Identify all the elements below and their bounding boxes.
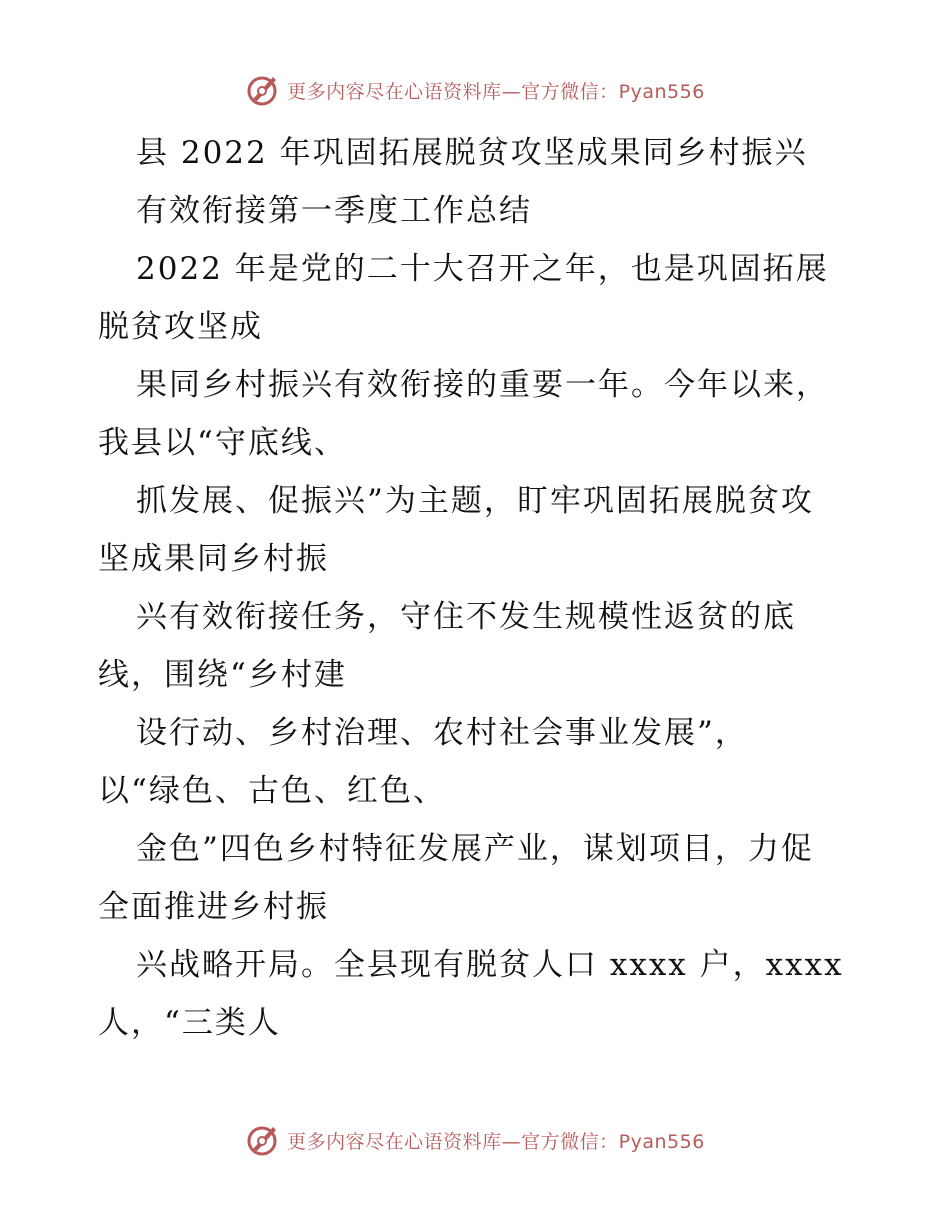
text-line: 2022 年是党的二十大召开之年，也是巩固拓展: [136, 251, 829, 287]
text-line: 金色”四色乡村特征发展产业，谋划项目，力促: [136, 831, 814, 867]
text-line: 人，“三类人: [98, 1005, 281, 1041]
footer-watermark: [0, 1120, 950, 1160]
text-line: 我县以“守底线、: [98, 425, 347, 461]
text-line: 兴有效衔接任务，守住不发生规模性返贫的底: [136, 599, 796, 635]
text-line: 设行动、乡村治理、农村社会事业发展”，: [136, 715, 748, 751]
text-line: 果同乡村振兴有效衔接的重要一年。今年以来，: [136, 367, 829, 403]
text-line: 脱贫攻坚成: [98, 309, 263, 345]
quill-logo-icon: [245, 1122, 281, 1158]
text-line: 有效衔接第一季度工作总结: [136, 193, 532, 229]
text-line: 以“绿色、古色、红色、: [98, 773, 446, 809]
header-watermark: [0, 70, 950, 110]
text-line: 县 2022 年巩固拓展脱贫攻坚成果同乡村振兴: [136, 135, 808, 171]
watermark-text: 更多内容尽在心语资料库—官方微信：Pyan556: [287, 80, 705, 103]
watermark-text: 更多内容尽在心语资料库—官方微信：Pyan556: [287, 1130, 705, 1153]
text-line: 坚成果同乡村振: [98, 541, 329, 577]
text-line: 兴战略开局。全县现有脱贫人口 xxxx 户，xxxx: [136, 947, 844, 983]
document-body: [98, 124, 868, 1052]
text-line: 抓发展、促振兴”为主题，盯牢巩固拓展脱贫攻: [136, 483, 814, 519]
text-line: 线，围绕“乡村建: [98, 657, 347, 693]
quill-logo-icon: [245, 72, 281, 108]
text-line: 全面推进乡村振: [98, 889, 329, 925]
